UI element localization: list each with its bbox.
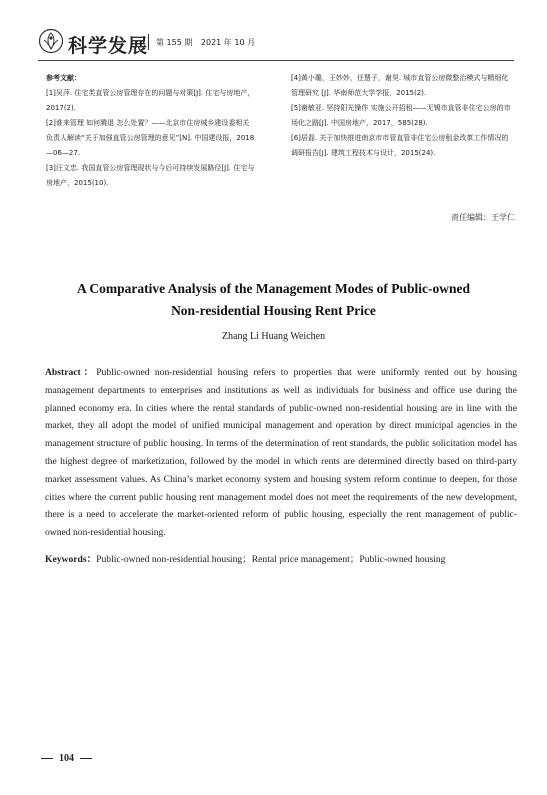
header-divider <box>148 34 149 50</box>
paper-authors: Zhang Li Huang Weichen <box>221 331 326 342</box>
header-rule <box>38 60 514 61</box>
reference-item: [4]黄小璐，王妙妙，任慧子，谢昊. 城市直管公房微整治模式与精细化管理研究 [J]. 华南师范大学学报，2015(2). <box>291 74 509 97</box>
keywords-line <box>45 551 517 565</box>
keywords-text: Public-owned non-residential housing；Rental price management；Public-owned housing <box>96 554 446 565</box>
reference-item: [5]谢敏亚. 坚持阳光操作 实施公开招租——无锡市直管非住宅公房的市场化之路[J]. 中国房地产，2017，585(28). <box>291 104 511 127</box>
magazine-title: 科学发展 <box>68 35 149 57</box>
paper-title-line: Non-residential Housing Rent Price <box>171 303 376 318</box>
keywords-label: Keywords： <box>45 554 97 565</box>
abstract-paragraph <box>45 364 517 542</box>
abstract-text: Public-owned non-residential housing refers to properties that were uniformly rented out by housing management departments to enterprises and institutions as well as individuals for business and office use during the planned economy era. In cities where the rental standards of public-owned non-residential housing are in line with the market, they all adopt the model of unified municipal management and operation by direct municipal agencies in the management structure of public housing. In terms of the determination of rent standards, the public solicitation model has the highest degree of marketization, followed by the model in which rents are determined directly based on third-party market assessment values. As China’s market economy system and housing system reform continue to deepen, for those cities where the current public housing rent management model does not meet the requirements of the new development, there is a need to accelerate the market-oriented reform of public housing, especially the rent management of public-owned non-residential housing. <box>45 367 517 539</box>
page-number-dash <box>80 758 92 759</box>
paper-title <box>40 278 507 322</box>
journal-header <box>38 28 514 56</box>
paper-title-line: A Comparative Analysis of the Management Modes of Public-owned <box>77 281 470 296</box>
page-number-dash <box>41 758 53 759</box>
references-left-column <box>46 71 256 191</box>
abstract-label: Abstract： <box>45 367 97 378</box>
page-number <box>35 753 98 764</box>
issue-number: 第 155 期 <box>156 38 193 47</box>
journal-logo-icon <box>38 28 64 54</box>
reference-item: [3]汪文忠. 我国直管公房管理现状与今后可持续发展路径[J]. 住宅与房地产，2015(10). <box>46 164 255 187</box>
page-number-value: 104 <box>59 753 74 764</box>
issue-info <box>156 37 261 48</box>
references-right-column <box>291 71 513 161</box>
reference-item: [2]谁来管理 如何腾退 怎么处置？——北京市住房城乡建设委相关负责人解读“关于加强直管公房管理的意见”[N]. 中国建设报，2018—06—27. <box>46 119 255 157</box>
references-heading: 参考文献： <box>46 74 81 82</box>
reference-item: [6]居磊. 关于加快推进南京市市管直管非住宅公房租金改革工作情况的调研报告[J]. 建筑工程技术与设计，2015(24). <box>291 134 509 157</box>
reference-item: [1]吴萍. 住宅类直管公房管理存在的问题与对策[J]. 住宅与房地产，2017(2). <box>46 89 255 112</box>
issue-date: 2021 年 10 月 <box>200 38 256 47</box>
responsible-editor: 责任编辑：王学仁 <box>451 213 515 222</box>
